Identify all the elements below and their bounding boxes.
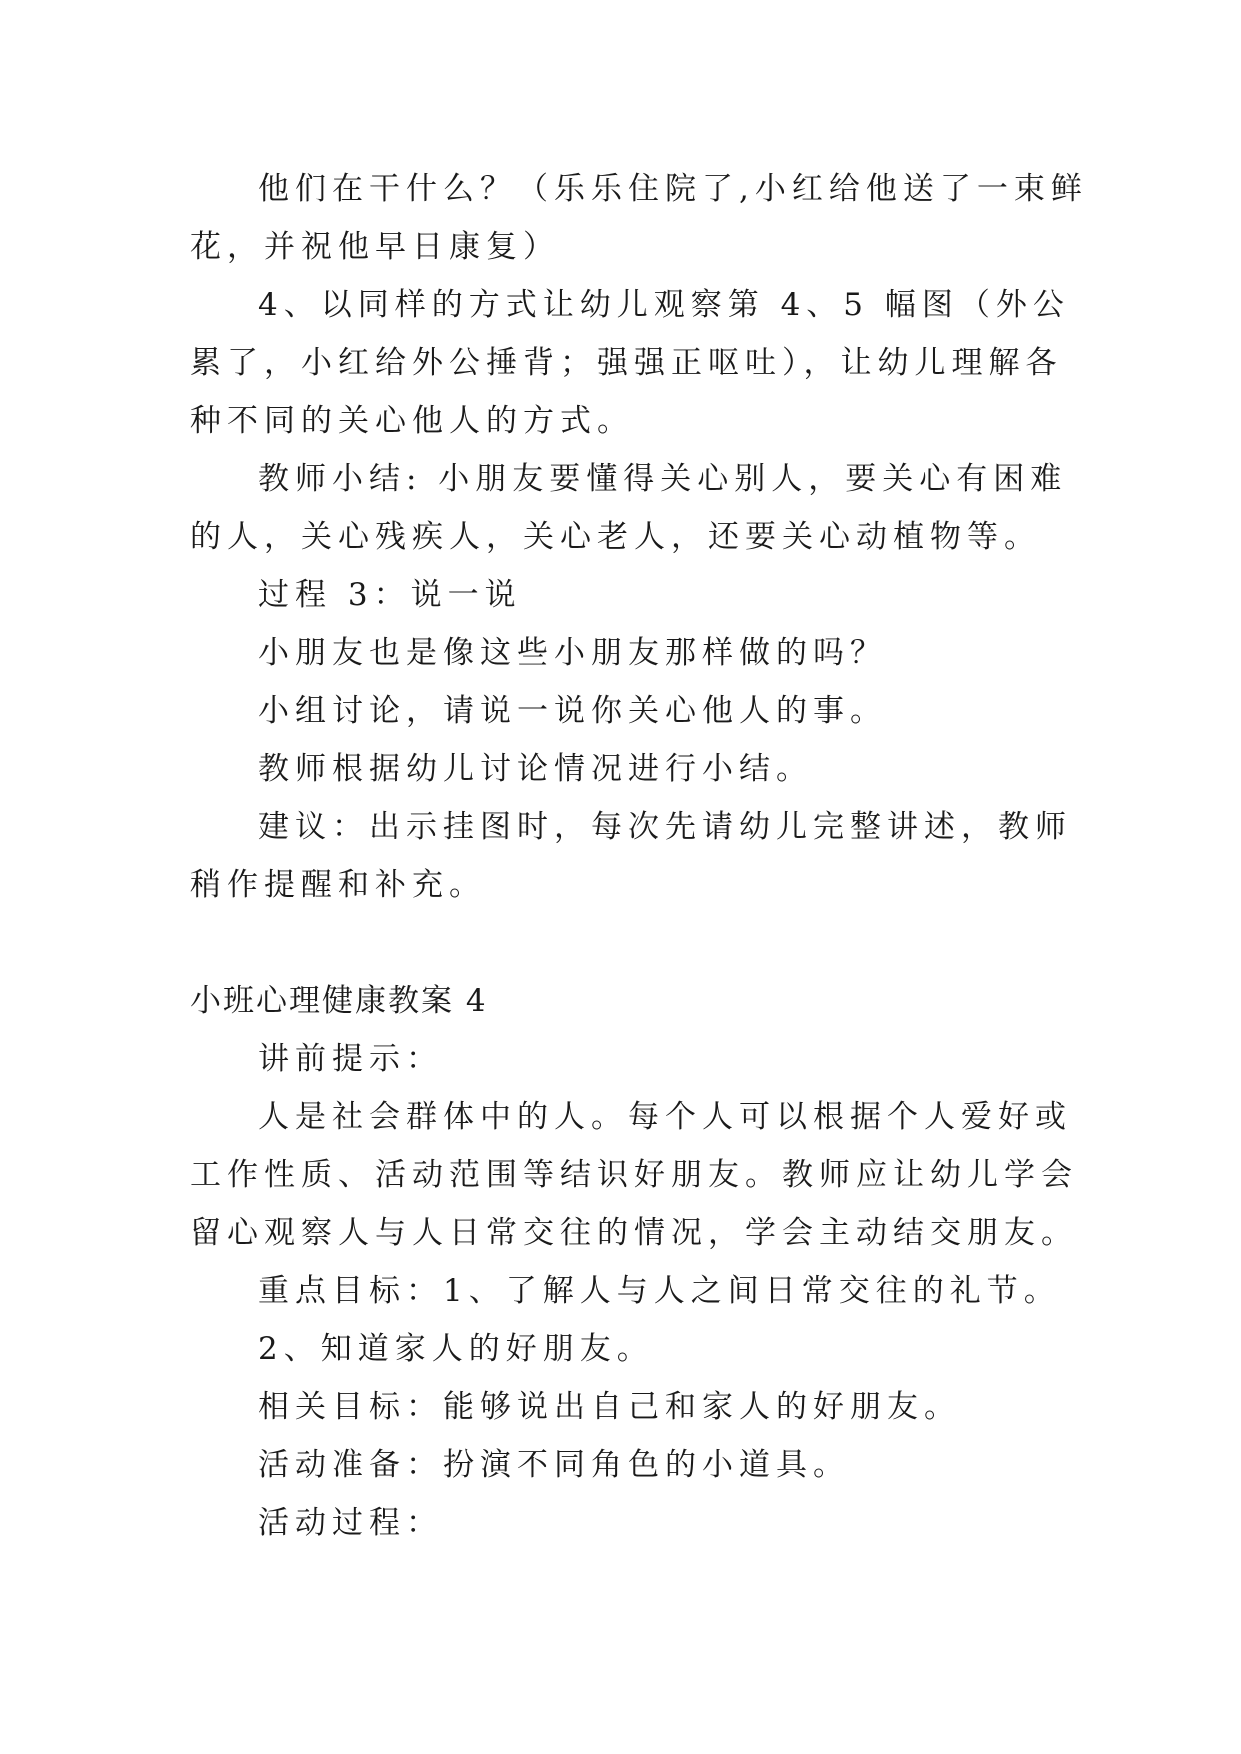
paragraph: 4、以同样的方式让幼儿观察第 4、5 幅图（外公累了，小红给外公捶背；强强正呕吐），让幼儿理解各种不同的关心他人的方式。 (190, 287, 1070, 439)
section-title: 小班心理健康教案 4 (190, 983, 488, 1019)
paragraph: 教师根据幼儿讨论情况进行小结。 (258, 751, 813, 787)
paragraph: 他们在干什么？（乐乐住院了,小红给他送了一束鲜花，并祝他早日康复） (190, 171, 1088, 265)
paragraph: 活动准备：扮演不同角色的小道具。 (258, 1447, 850, 1483)
paragraph: 讲前提示： (258, 1041, 443, 1077)
paragraph: 重点目标：1、了解人与人之间日常交往的礼节。 (258, 1273, 1061, 1309)
paragraph: 过程 3：说一说 (258, 577, 522, 613)
paragraph: 2、知道家人的好朋友。 (258, 1331, 654, 1367)
paragraph: 小朋友也是像这些小朋友那样做的吗？ (258, 635, 887, 671)
paragraph: 活动过程： (258, 1505, 443, 1541)
paragraph: 小组讨论，请说一说你关心他人的事。 (258, 693, 887, 729)
paragraph: 相关目标：能够说出自己和家人的好朋友。 (258, 1389, 961, 1425)
paragraph: 教师小结: 小朋友要懂得关心别人，要关心有困难的人，关心残疾人，关心老人，还要关心动植物等。 (190, 461, 1068, 555)
paragraph: 人是社会群体中的人。每个人可以根据个人爱好或工作性质、活动范围等结识好朋友。教师应让幼儿学会留心观察人与人日常交往的情况，学会主动结交朋友。 (190, 1099, 1078, 1251)
document-body (190, 160, 1090, 1552)
paragraph: 建议：出示挂图时，每次先请幼儿完整讲述，教师稍作提醒和补充。 (190, 809, 1072, 903)
